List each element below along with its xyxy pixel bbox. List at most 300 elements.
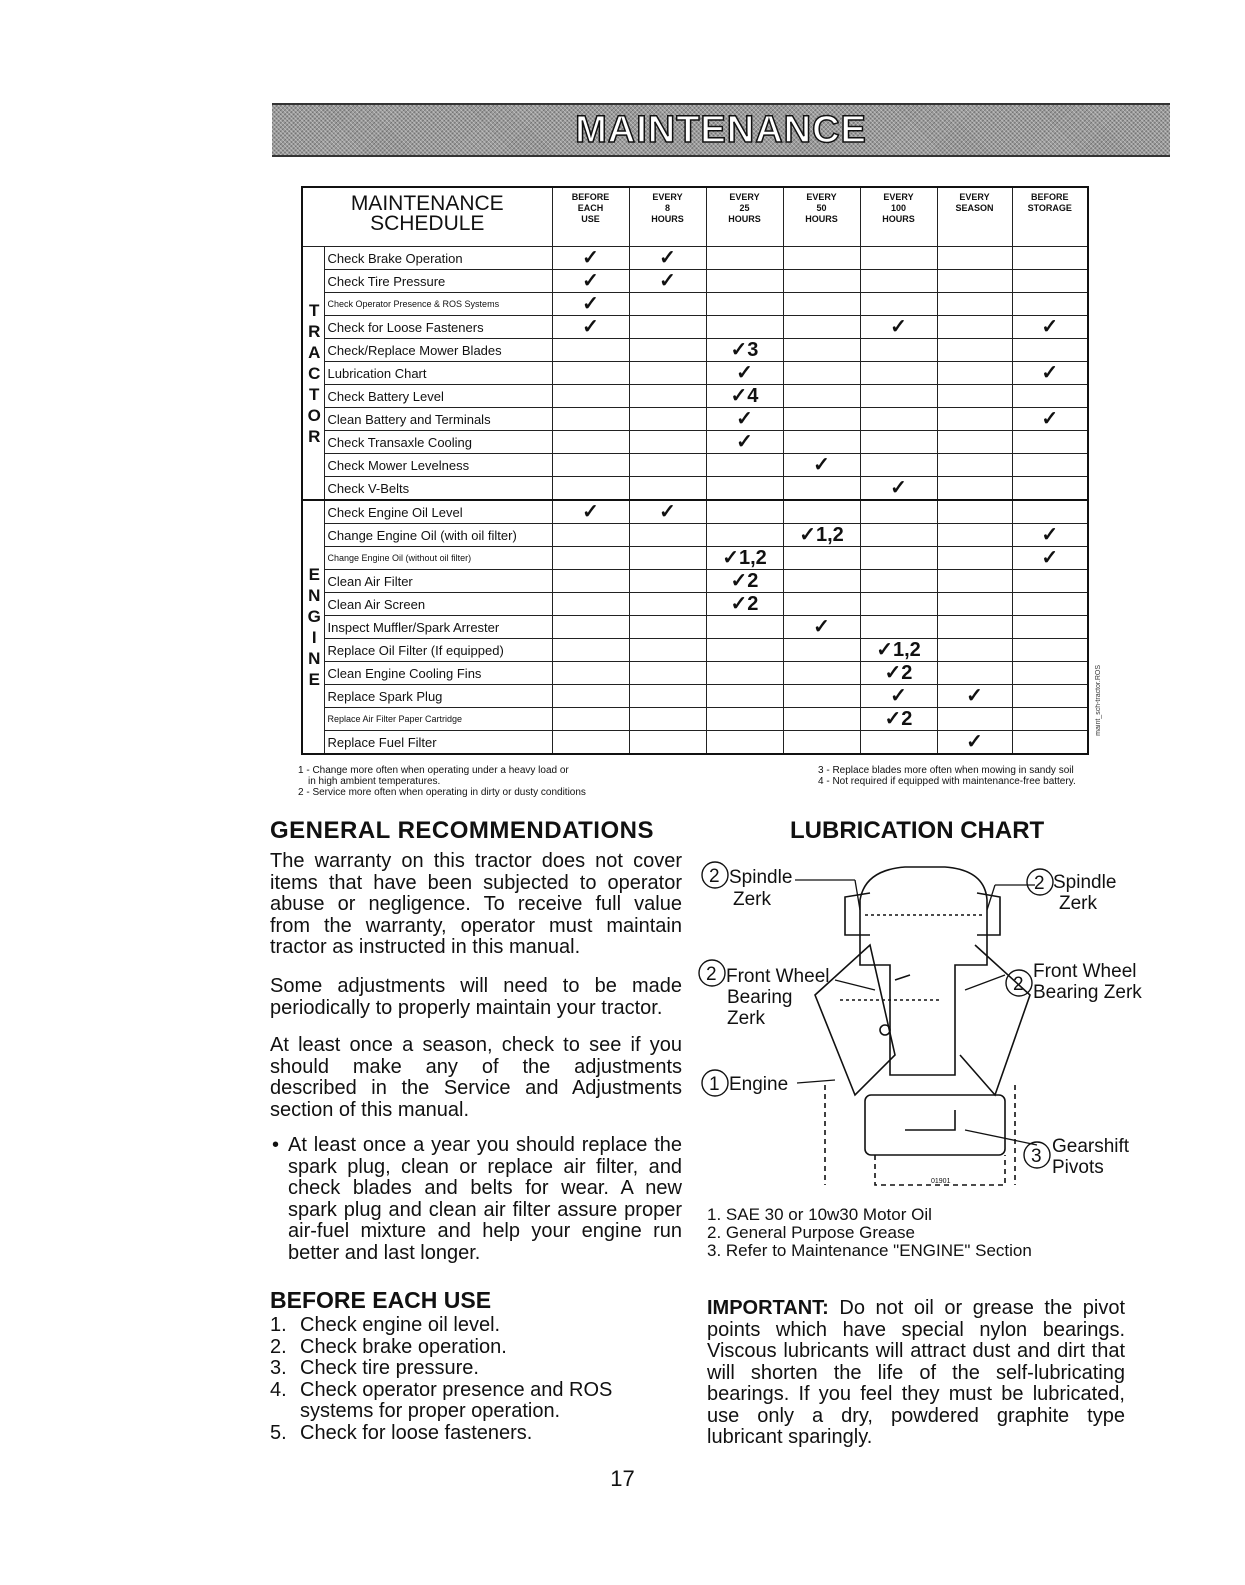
empty-cell (1012, 593, 1088, 616)
lub-note: 2. General Purpose Grease (707, 1223, 915, 1242)
column-header-line: HOURS (651, 214, 684, 224)
empty-cell (783, 316, 860, 339)
important-label: IMPORTANT: (707, 1297, 829, 1319)
empty-cell (783, 431, 860, 454)
table-row (302, 685, 1088, 708)
empty-cell (1012, 685, 1088, 708)
section-label-tractor (302, 247, 324, 501)
empty-cell (937, 385, 1012, 408)
lub-note: 3. Refer to Maintenance "ENGINE" Section (707, 1241, 1032, 1260)
list-item (270, 1423, 660, 1445)
empty-cell (860, 431, 937, 454)
section-letter: N (308, 649, 321, 668)
empty-cell (552, 639, 629, 662)
footnote: 4 - Not required if equipped with maintenance-free battery. (818, 776, 1076, 787)
empty-cell (860, 547, 937, 570)
lubrication-notes (707, 1206, 1032, 1260)
task-name: Replace Oil Filter (If equipped) (324, 639, 552, 662)
empty-cell (783, 293, 860, 316)
section-letter: A (308, 342, 321, 362)
check-mark-icon: ✓ (1012, 547, 1088, 570)
empty-cell (783, 731, 860, 755)
section-letter: T (309, 384, 320, 404)
task-name: Clean Battery and Terminals (324, 408, 552, 431)
column-header-line: HOURS (728, 214, 761, 224)
empty-cell (783, 708, 860, 731)
empty-cell (552, 431, 629, 454)
empty-cell (937, 339, 1012, 362)
empty-cell (783, 685, 860, 708)
list-number: 3. (270, 1357, 287, 1379)
task-name: Check Mower Levelness (324, 454, 552, 477)
check-mark-icon: ✓ (552, 270, 629, 293)
empty-cell (937, 477, 1012, 501)
empty-cell (783, 385, 860, 408)
column-header-line: EVERY (729, 192, 760, 202)
figure-code: 01901 (931, 1178, 951, 1185)
empty-cell (552, 385, 629, 408)
empty-cell (783, 547, 860, 570)
empty-cell (552, 547, 629, 570)
empty-cell (937, 593, 1012, 616)
empty-cell (860, 593, 937, 616)
list-item (270, 1337, 660, 1359)
task-name: Clean Air Filter (324, 570, 552, 593)
empty-cell (552, 570, 629, 593)
lubrication-diagram (695, 855, 1145, 1210)
check-mark-icon: ✓ (783, 454, 860, 477)
empty-cell (706, 662, 783, 685)
empty-cell (629, 408, 706, 431)
check-mark-icon: ✓2 (706, 593, 783, 616)
table-row (302, 662, 1088, 685)
important-text: Do not oil or grease the pivot points which have special nylon bearings. Viscous lubricants will attract dust and dirt that will shorten the life of the self-lubricating bearings. If you feel they must be lubricated, use only a dry, powdered graphite type lubricant sparingly. (707, 1297, 1125, 1448)
check-mark-icon: ✓ (860, 316, 937, 339)
section-letter: I (311, 628, 317, 647)
section-letter: N (308, 586, 321, 605)
general-paragraph-1: The warranty on this tractor does not cover items that have been subjected to operator abuse or negligence. To receive full value from the warranty, operator must maintain tractor as instructed in this manual. (270, 850, 682, 958)
check-mark-icon: ✓1,2 (860, 639, 937, 662)
check-mark-icon: ✓3 (706, 339, 783, 362)
empty-cell (783, 477, 860, 501)
empty-cell (629, 524, 706, 547)
check-mark-icon: ✓ (629, 500, 706, 524)
section-letter: R (308, 426, 321, 446)
section-letter: C (308, 363, 321, 383)
list-item (270, 1315, 660, 1337)
table-row (302, 362, 1088, 385)
general-bullet (270, 1135, 682, 1264)
empty-cell (552, 593, 629, 616)
schedule-side-code: maint_sch-tractor.ROS (1095, 665, 1102, 736)
empty-cell (552, 362, 629, 385)
table-row (302, 316, 1088, 339)
empty-cell (1012, 570, 1088, 593)
column-header (629, 187, 706, 247)
empty-cell (937, 293, 1012, 316)
empty-cell (1012, 454, 1088, 477)
empty-cell (937, 362, 1012, 385)
task-name: Check for Loose Fasteners (324, 316, 552, 339)
empty-cell (629, 547, 706, 570)
empty-cell (783, 270, 860, 293)
empty-cell (629, 616, 706, 639)
column-header (552, 187, 629, 247)
task-name: Check V-Belts (324, 477, 552, 501)
label-spindle-right-2: Zerk (1059, 893, 1097, 914)
table-row (302, 616, 1088, 639)
banner-title: MAINTENANCE (575, 109, 867, 151)
empty-cell (706, 247, 783, 270)
empty-cell (937, 408, 1012, 431)
list-text: Check operator presence and ROS systems for proper operation. (300, 1378, 613, 1422)
empty-cell (552, 708, 629, 731)
empty-cell (1012, 662, 1088, 685)
empty-cell (937, 616, 1012, 639)
empty-cell (860, 408, 937, 431)
list-text: Check engine oil level. (300, 1314, 501, 1336)
section-letter: O (307, 405, 321, 425)
list-item (270, 1380, 660, 1423)
empty-cell (783, 570, 860, 593)
footnotes-right (818, 765, 1076, 787)
label-front-wheel-left-2: Bearing (727, 987, 793, 1008)
empty-cell (629, 385, 706, 408)
empty-cell (783, 593, 860, 616)
task-name: Change Engine Oil (without oil filter) (324, 547, 552, 570)
empty-cell (937, 547, 1012, 570)
task-name: Check Brake Operation (324, 247, 552, 270)
empty-cell (629, 593, 706, 616)
section-letter: E (308, 565, 320, 584)
empty-cell (783, 662, 860, 685)
table-row (302, 731, 1088, 755)
empty-cell (783, 500, 860, 524)
empty-cell (706, 524, 783, 547)
table-row (302, 408, 1088, 431)
empty-cell (937, 316, 1012, 339)
empty-cell (552, 408, 629, 431)
label-spindle-left: Spindle (729, 867, 793, 888)
empty-cell (783, 362, 860, 385)
list-number: 4. (270, 1378, 287, 1401)
empty-cell (1012, 731, 1088, 755)
column-header-line: USE (581, 214, 600, 224)
check-mark-icon: ✓2 (860, 708, 937, 731)
empty-cell (552, 454, 629, 477)
empty-cell (629, 431, 706, 454)
column-header-line: 50 (816, 203, 827, 213)
empty-cell (552, 616, 629, 639)
table-row (302, 454, 1088, 477)
empty-cell (552, 524, 629, 547)
table-row (302, 708, 1088, 731)
check-mark-icon: ✓ (1012, 362, 1088, 385)
empty-cell (552, 477, 629, 501)
maintenance-schedule-table (301, 186, 1089, 755)
empty-cell (1012, 247, 1088, 270)
empty-cell (783, 339, 860, 362)
empty-cell (1012, 339, 1088, 362)
callout-number: 2 (709, 866, 720, 887)
empty-cell (783, 247, 860, 270)
empty-cell (860, 339, 937, 362)
task-name: Clean Air Screen (324, 593, 552, 616)
column-header (860, 187, 937, 247)
empty-cell (860, 270, 937, 293)
empty-cell (706, 639, 783, 662)
column-header-line: EACH (577, 203, 604, 213)
column-header-line: 8 (664, 203, 670, 213)
empty-cell (629, 731, 706, 755)
check-mark-icon: ✓ (1012, 408, 1088, 431)
column-header-line: 25 (739, 203, 750, 213)
check-mark-icon: ✓ (629, 270, 706, 293)
empty-cell (860, 524, 937, 547)
callout-number: 1 (709, 1074, 720, 1095)
list-item (270, 1358, 660, 1380)
label-front-wheel-right: Front Wheel (1033, 961, 1137, 982)
empty-cell (937, 639, 1012, 662)
check-mark-icon: ✓ (706, 431, 783, 454)
check-mark-icon: ✓ (860, 685, 937, 708)
table-row (302, 431, 1088, 454)
table-row (302, 293, 1088, 316)
empty-cell (629, 685, 706, 708)
column-header-line: EVERY (883, 192, 914, 202)
empty-cell (629, 316, 706, 339)
column-header-line: EVERY (959, 192, 990, 202)
label-pivots: Pivots (1052, 1157, 1104, 1178)
label-spindle-right: Spindle (1053, 872, 1117, 893)
label-front-wheel-left-3: Zerk (727, 1008, 765, 1029)
check-mark-icon: ✓1,2 (706, 547, 783, 570)
empty-cell (1012, 477, 1088, 501)
footnote: 1 - Change more often when operating under a heavy load or (298, 765, 569, 776)
check-mark-icon: ✓ (552, 500, 629, 524)
empty-cell (552, 662, 629, 685)
empty-cell (629, 639, 706, 662)
label-front-wheel-left: Front Wheel (726, 966, 830, 987)
table-row (302, 593, 1088, 616)
empty-cell (706, 316, 783, 339)
empty-cell (706, 708, 783, 731)
general-paragraph-2: Some adjustments will need to be made periodically to properly maintain your tractor. (270, 975, 682, 1019)
empty-cell (552, 685, 629, 708)
column-header-line: HOURS (882, 214, 915, 224)
empty-cell (937, 500, 1012, 524)
empty-cell (706, 454, 783, 477)
empty-cell (1012, 431, 1088, 454)
table-row (302, 247, 1088, 270)
check-mark-icon: ✓ (706, 362, 783, 385)
bullet-text: At least once a year you should replace the spark plug, clean or replace air filter, and check blades and belts for wear. A new spark plug and clean air filter assure proper air-fuel mixture and help your engine run better and last longer. (288, 1134, 682, 1264)
empty-cell (629, 293, 706, 316)
empty-cell (937, 454, 1012, 477)
callout-number: 2 (1013, 974, 1024, 995)
footnotes-left (298, 765, 586, 798)
section-letter: G (307, 607, 321, 626)
footnote: 2 - Service more often when operating in dirty or dusty conditions (298, 787, 586, 798)
section-letter: R (308, 321, 321, 341)
empty-cell (1012, 293, 1088, 316)
empty-cell (937, 270, 1012, 293)
before-each-use-heading: BEFORE EACH USE (270, 1287, 492, 1313)
lubrication-chart-heading: LUBRICATION CHART (790, 817, 1045, 844)
section-label-engine (302, 500, 324, 754)
check-mark-icon: ✓2 (706, 570, 783, 593)
empty-cell (860, 500, 937, 524)
empty-cell (552, 339, 629, 362)
footnote: in high ambient temperatures. (308, 776, 441, 787)
empty-cell (629, 708, 706, 731)
schedule-title (302, 187, 552, 247)
empty-cell (1012, 270, 1088, 293)
empty-cell (706, 270, 783, 293)
column-header-line: BEFORE (571, 192, 610, 202)
column-header-line: EVERY (806, 192, 837, 202)
table-row (302, 477, 1088, 501)
empty-cell (706, 685, 783, 708)
check-mark-icon: ✓ (1012, 524, 1088, 547)
column-header (1012, 187, 1088, 247)
check-mark-icon: ✓2 (860, 662, 937, 685)
check-mark-icon: ✓4 (706, 385, 783, 408)
empty-cell (706, 477, 783, 501)
table-row (302, 270, 1088, 293)
table-row (302, 385, 1088, 408)
check-mark-icon: ✓ (552, 316, 629, 339)
empty-cell (706, 731, 783, 755)
empty-cell (706, 616, 783, 639)
column-header (937, 187, 1012, 247)
column-header (706, 187, 783, 247)
task-name: Replace Fuel Filter (324, 731, 552, 755)
empty-cell (860, 731, 937, 755)
empty-cell (629, 454, 706, 477)
empty-cell (629, 477, 706, 501)
section-letter: E (308, 670, 320, 689)
check-mark-icon: ✓ (937, 731, 1012, 755)
empty-cell (1012, 616, 1088, 639)
empty-cell (860, 362, 937, 385)
label-engine: Engine (729, 1074, 789, 1095)
task-name: Inspect Muffler/Spark Arrester (324, 616, 552, 639)
check-mark-icon: ✓ (706, 408, 783, 431)
task-name: Clean Engine Cooling Fins (324, 662, 552, 685)
empty-cell (783, 408, 860, 431)
important-note (707, 1298, 1125, 1449)
empty-cell (1012, 639, 1088, 662)
empty-cell (783, 639, 860, 662)
task-name: Check Tire Pressure (324, 270, 552, 293)
task-name: Check Transaxle Cooling (324, 431, 552, 454)
check-mark-icon: ✓ (629, 247, 706, 270)
general-recommendations-heading: GENERAL RECOMMENDATIONS (270, 817, 654, 844)
table-row (302, 547, 1088, 570)
empty-cell (860, 454, 937, 477)
task-name: Check Battery Level (324, 385, 552, 408)
schedule-title-line: MAINTENANCE (350, 192, 504, 215)
table-row (302, 639, 1088, 662)
page-number: 17 (610, 1466, 635, 1491)
empty-cell (629, 662, 706, 685)
column-header-line: 100 (890, 203, 907, 213)
task-name: Check Engine Oil Level (324, 500, 552, 524)
empty-cell (706, 293, 783, 316)
schedule-header-row (302, 187, 1088, 247)
empty-cell (860, 385, 937, 408)
label-front-wheel-right-2: Bearing Zerk (1033, 982, 1142, 1003)
column-header-line: BEFORE (1030, 192, 1069, 202)
empty-cell (1012, 708, 1088, 731)
bullet-mark: • (272, 1134, 280, 1156)
list-number: 1. (270, 1314, 287, 1336)
empty-cell (1012, 500, 1088, 524)
task-name: Replace Air Filter Paper Cartridge (324, 708, 552, 731)
list-text: Check for loose fasteners. (300, 1421, 533, 1444)
empty-cell (629, 339, 706, 362)
callout-number: 2 (1034, 873, 1045, 894)
label-gearshift: Gearshift (1052, 1136, 1130, 1157)
empty-cell (937, 247, 1012, 270)
callout-number: 2 (706, 964, 717, 985)
empty-cell (860, 570, 937, 593)
lub-note: 1. SAE 30 or 10w30 Motor Oil (707, 1205, 932, 1224)
column-header-line: STORAGE (1027, 203, 1072, 213)
label-spindle-left-2: Zerk (733, 889, 771, 910)
table-row (302, 570, 1088, 593)
header-banner (272, 103, 1170, 157)
check-mark-icon: ✓ (1012, 316, 1088, 339)
task-name: Lubrication Chart (324, 362, 552, 385)
empty-cell (860, 247, 937, 270)
footnote: 3 - Replace blades more often when mowing in sandy soil (818, 765, 1074, 776)
check-mark-icon: ✓1,2 (783, 524, 860, 547)
before-each-use-list (270, 1315, 660, 1444)
empty-cell (937, 431, 1012, 454)
empty-cell (860, 293, 937, 316)
empty-cell (860, 616, 937, 639)
general-paragraph-3: At least once a season, check to see if you should make any of the adjustments described in the Service and Adjustments section of this manual. (270, 1034, 682, 1121)
section-letter: T (309, 300, 320, 320)
empty-cell (937, 662, 1012, 685)
empty-cell (1012, 385, 1088, 408)
empty-cell (552, 731, 629, 755)
list-text: Check tire pressure. (300, 1357, 479, 1379)
task-name: Change Engine Oil (with oil filter) (324, 524, 552, 547)
check-mark-icon: ✓ (860, 477, 937, 501)
empty-cell (629, 362, 706, 385)
empty-cell (937, 570, 1012, 593)
schedule-title-line: SCHEDULE (370, 212, 485, 235)
task-name: Check Operator Presence & ROS Systems (324, 293, 552, 316)
list-number: 2. (270, 1335, 287, 1358)
table-row (302, 524, 1088, 547)
empty-cell (937, 524, 1012, 547)
column-header-line: EVERY (652, 192, 683, 202)
column-header-line: HOURS (805, 214, 838, 224)
task-name: Replace Spark Plug (324, 685, 552, 708)
column-header-line: SEASON (955, 203, 994, 213)
check-mark-icon: ✓ (552, 293, 629, 316)
check-mark-icon: ✓ (937, 685, 1012, 708)
empty-cell (937, 708, 1012, 731)
callout-number: 3 (1031, 1146, 1042, 1167)
list-text: Check brake operation. (300, 1335, 507, 1358)
table-row (302, 500, 1088, 524)
empty-cell (629, 570, 706, 593)
